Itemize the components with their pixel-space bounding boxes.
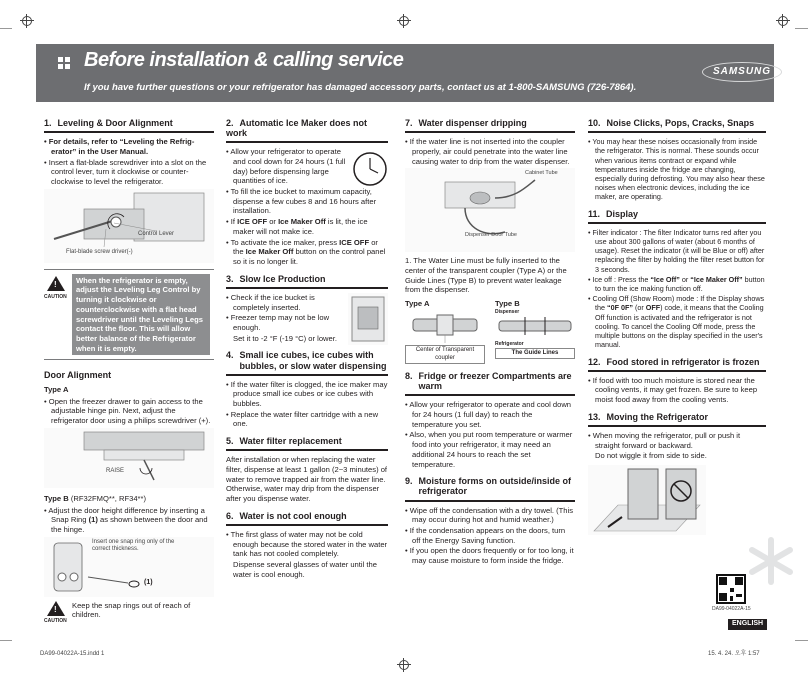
caution-label: CAUTION: [44, 293, 67, 300]
section-heading: 12. Food stored in refrigerator is frozen: [588, 357, 766, 372]
registration-mark-top-left: [20, 14, 34, 28]
clock-icon: [352, 151, 388, 187]
bullet-text-cont: Set it to -2 °F (-19 °C) or lower.: [233, 333, 337, 343]
leveling-illustration: [44, 189, 214, 263]
numbered-note: 1. The Water Line must be fully inserted to the center of the transparent coupler (Type A) or the Guide Lines (Type B) to prevent water leakage from the dispenser.: [405, 256, 567, 295]
fig-label-screwdriver: Flat-blade screw driver(-): [66, 248, 133, 255]
language-badge: ENGLISH: [728, 619, 767, 630]
column-2: [226, 118, 388, 580]
title-bullet-icon: [58, 57, 74, 69]
bullet-text: • Allow your refrigerator to operate and cool down for 24 hours (1 full day) before dispensing large quantities of ice.: [226, 147, 388, 186]
fig-label-raise: RAISE: [106, 467, 125, 474]
column-3: [405, 118, 575, 567]
caution-triangle-icon: [47, 601, 65, 616]
column-1: [44, 118, 214, 624]
section-heading: 2. Automatic Ice Maker does not work: [226, 118, 388, 143]
crop-line: [795, 28, 808, 29]
bullet-text: • Open the freezer drawer to gain access to the adjustable hinge pin. Next, adjust the refrigerator door using a philips screwdriver (+).: [44, 397, 214, 426]
fig-label-control-lever: Control Lever: [138, 230, 175, 237]
bullet-text: • Also, when you put room temperature or warmer food into your refrigerator, it may need an additional 24 hours to reach the set temperature.: [405, 430, 575, 469]
bullet-text: • If the water line is not inserted into the coupler properly, air could penetrate into the water line causing water to drip from the water dispenser.: [405, 137, 575, 166]
page-subtitle: If you have further questions or your refrigerator has damaged accessory parts, contact us at 1-800-SAMSUNG (726-7864).: [84, 82, 637, 93]
ice-bucket-illustration: [348, 293, 388, 345]
fig-label-guide-lines: The Guide Lines: [495, 348, 575, 360]
page-title: Before installation & calling service: [84, 49, 404, 71]
bullet-text: • Freezer temp may not be low enough.: [226, 313, 344, 332]
caution-text: Keep the snap rings out of reach of children.: [72, 600, 191, 620]
fig-label-dispenser: Dispenser: [495, 308, 520, 315]
samsung-logo: SAMSUNG: [702, 62, 782, 82]
bullet-text: • Allow your refrigerator to operate and cool down for 24 hours (1 full day) to reach the temperature you set.: [405, 400, 575, 429]
section-heading: 4. Small ice cubes, ice cubes with bubbles, or slow water dispensing: [226, 350, 388, 375]
bullet-text: • Replace the water filter cartridge with a new one.: [226, 410, 388, 429]
snap-ring-illustration: [44, 537, 214, 597]
part-code: DA99-04022A-15: [712, 606, 751, 612]
bullet-text: • If ICE OFF or Ice Maker Off is lit, the ice maker will not make ice.: [226, 217, 388, 236]
section-heading: 11. Display: [588, 209, 766, 224]
fig-label-refrigerator: Refrigerator: [495, 341, 524, 348]
section-heading: 7. Water dispenser dripping: [405, 118, 575, 133]
bullet-text-cont: Do not wiggle it from side to side.: [595, 451, 707, 461]
bullet-text: • Filter indicator : The filter Indicator turns red after you use about 300 gallons of water (about 6 months of usage). Reset the indicator (it will be Blue or off) after replacing the filter by holding the filter reset button for 3 seconds.: [588, 228, 766, 274]
section-heading: 3. Slow Ice Production: [226, 274, 388, 289]
bullet-text: • For details, refer to “Leveling the Refrig-erator” in the User Manual.: [44, 137, 214, 156]
bullet-text: • If you open the doors frequently or for too long, it may cause moisture to form inside the fridge.: [405, 546, 575, 565]
fig-label-cabinet-tube: Cabinet Tube: [525, 170, 558, 177]
fig-label-type-a: Type A: [405, 299, 430, 309]
bullet-text: • Wipe off the condensation with a dry towel. (This may occur during hot and humid weather.): [405, 506, 575, 525]
hinge-illustration: [44, 428, 214, 488]
moving-refrigerator-illustration: [588, 465, 706, 535]
caution-text: When the refrigerator is empty, adjust the Leveling Leg Control by turning it clockwise or counterclockwise with a flat head screwdriver until the Leveling Legs contact the floor. This will allow better balance of the Refrigerator when it is empty.: [72, 274, 210, 356]
registration-mark-top-right: [776, 14, 790, 28]
bullet-text: • Insert a flat-blade screwdriver into a slot on the control lever, turn it clockwise or counter-clockwise to level the refrigerator.: [44, 158, 214, 187]
fig-label-dispenser-tube: Dispenser Door Tube: [465, 232, 517, 239]
caution-small: [44, 600, 214, 624]
registration-mark-bottom-center: [397, 658, 411, 672]
bullet-text: • Cooling Off (Show Room) mode : If the Display shows the “0F 0F” (or OFF) code, it means that the Cooling Off function is activated and the refrigerator is not cooling. To cancel the Cooling Off mode, press the multiple buttons on the display specified in the user's manual.: [588, 294, 766, 349]
bullet-text: • When moving the refrigerator, pull or push it straight forward or backward.: [588, 431, 766, 450]
type-a-label: Type A: [44, 384, 69, 394]
fig-snap-number: (1): [144, 578, 153, 586]
type-b-heading: Type B (RF32FMQ**, RF34**): [44, 493, 146, 503]
section-heading: 10. Noise Clicks, Pops, Cracks, Snaps: [588, 118, 766, 133]
fig-label-type-b: Type B: [495, 299, 520, 309]
bullet-text: • Adjust the door height difference by inserting a Snap Ring (1) as shown between the door and the hinge.: [44, 506, 214, 535]
bullet-text: • If the condensation appears on the doors, turn off the Energy Saving function.: [405, 526, 575, 545]
crop-line: [0, 28, 12, 29]
fig-label-center: Center of Transparent coupler: [405, 345, 485, 364]
bullet-text: • The first glass of water may not be cold enough because the stored water in the water tank has not cooled completely.: [226, 530, 388, 559]
bullet-text: • Check if the ice bucket is completely inserted.: [226, 293, 344, 312]
section-heading: 5. Water filter replacement: [226, 436, 388, 451]
section-heading: 13. Moving the Refrigerator: [588, 412, 766, 427]
coupler-types-illustration: [405, 299, 575, 364]
bullet-text-cont: Dispense several glasses of water until the water is cool enough.: [233, 560, 377, 579]
bullet-text: • Ice off : Press the “Ice Off” or “Ice Maker Off” button to turn the ice making function off.: [588, 275, 766, 293]
section-heading: 1. Leveling & Door Alignment: [44, 118, 214, 133]
water-line-illustration: [405, 168, 575, 252]
column-4: [588, 118, 766, 535]
footer-left: DA99-04022A-15.indd 1: [40, 651, 105, 657]
paragraph-text: After installation or when replacing the water filter, dispense at least 1 gallon (2~3 minutes) of water to remove trapped air from the water line. Otherwise, water may drip from the dispenser after you dispense water.: [226, 455, 388, 504]
header-banner: [36, 44, 774, 102]
bullet-text: • You may hear these noises occasionally from inside the refrigerator. This is normal. These sounds occur when various items contract or expand while temperatures inside the fridge are changing, especially during defrosting. You may also hear these noises when electronic devices, including the ice maker, are operating.: [588, 137, 766, 202]
bullet-text: • To activate the ice maker, press ICE OFF or the Ice Maker Off button on the control panel so it is no longer lit.: [226, 238, 388, 267]
section-heading: 9. Moisture forms on outside/inside of refrigerator: [405, 476, 575, 501]
subheading-door-alignment: Door Alignment: [44, 370, 112, 381]
caution-label: CAUTION: [44, 617, 67, 624]
bullet-text: • If food with too much moisture is stored near the cooling vents, it may get frozen. Be sure to keep moist food away from the cooling vents.: [588, 376, 766, 405]
qr-code: [716, 574, 746, 604]
crop-line: [795, 640, 808, 641]
caution-notice: [44, 269, 214, 361]
footer-right: 15. 4. 24. 오후 1:57: [708, 651, 760, 657]
crop-line: [0, 640, 12, 641]
bullet-text: • To fill the ice bucket to maximum capacity, dispense a few cubes 8 and 16 hours after installation.: [226, 187, 388, 216]
section-heading: 8. Fridge or freezer Compartments are warm: [405, 371, 575, 396]
bullet-text: • If the water filter is clogged, the ice maker may produce small ice cubes or ice cubes with bubbles.: [226, 380, 388, 409]
caution-triangle-icon: [47, 276, 65, 291]
registration-mark-top-center: [397, 14, 411, 28]
fig-snap-note: Insert one snap ring only of the correct thickness.: [92, 538, 175, 553]
section-heading: 6. Water is not cool enough: [226, 511, 388, 526]
snowflake-icon: [746, 536, 796, 586]
